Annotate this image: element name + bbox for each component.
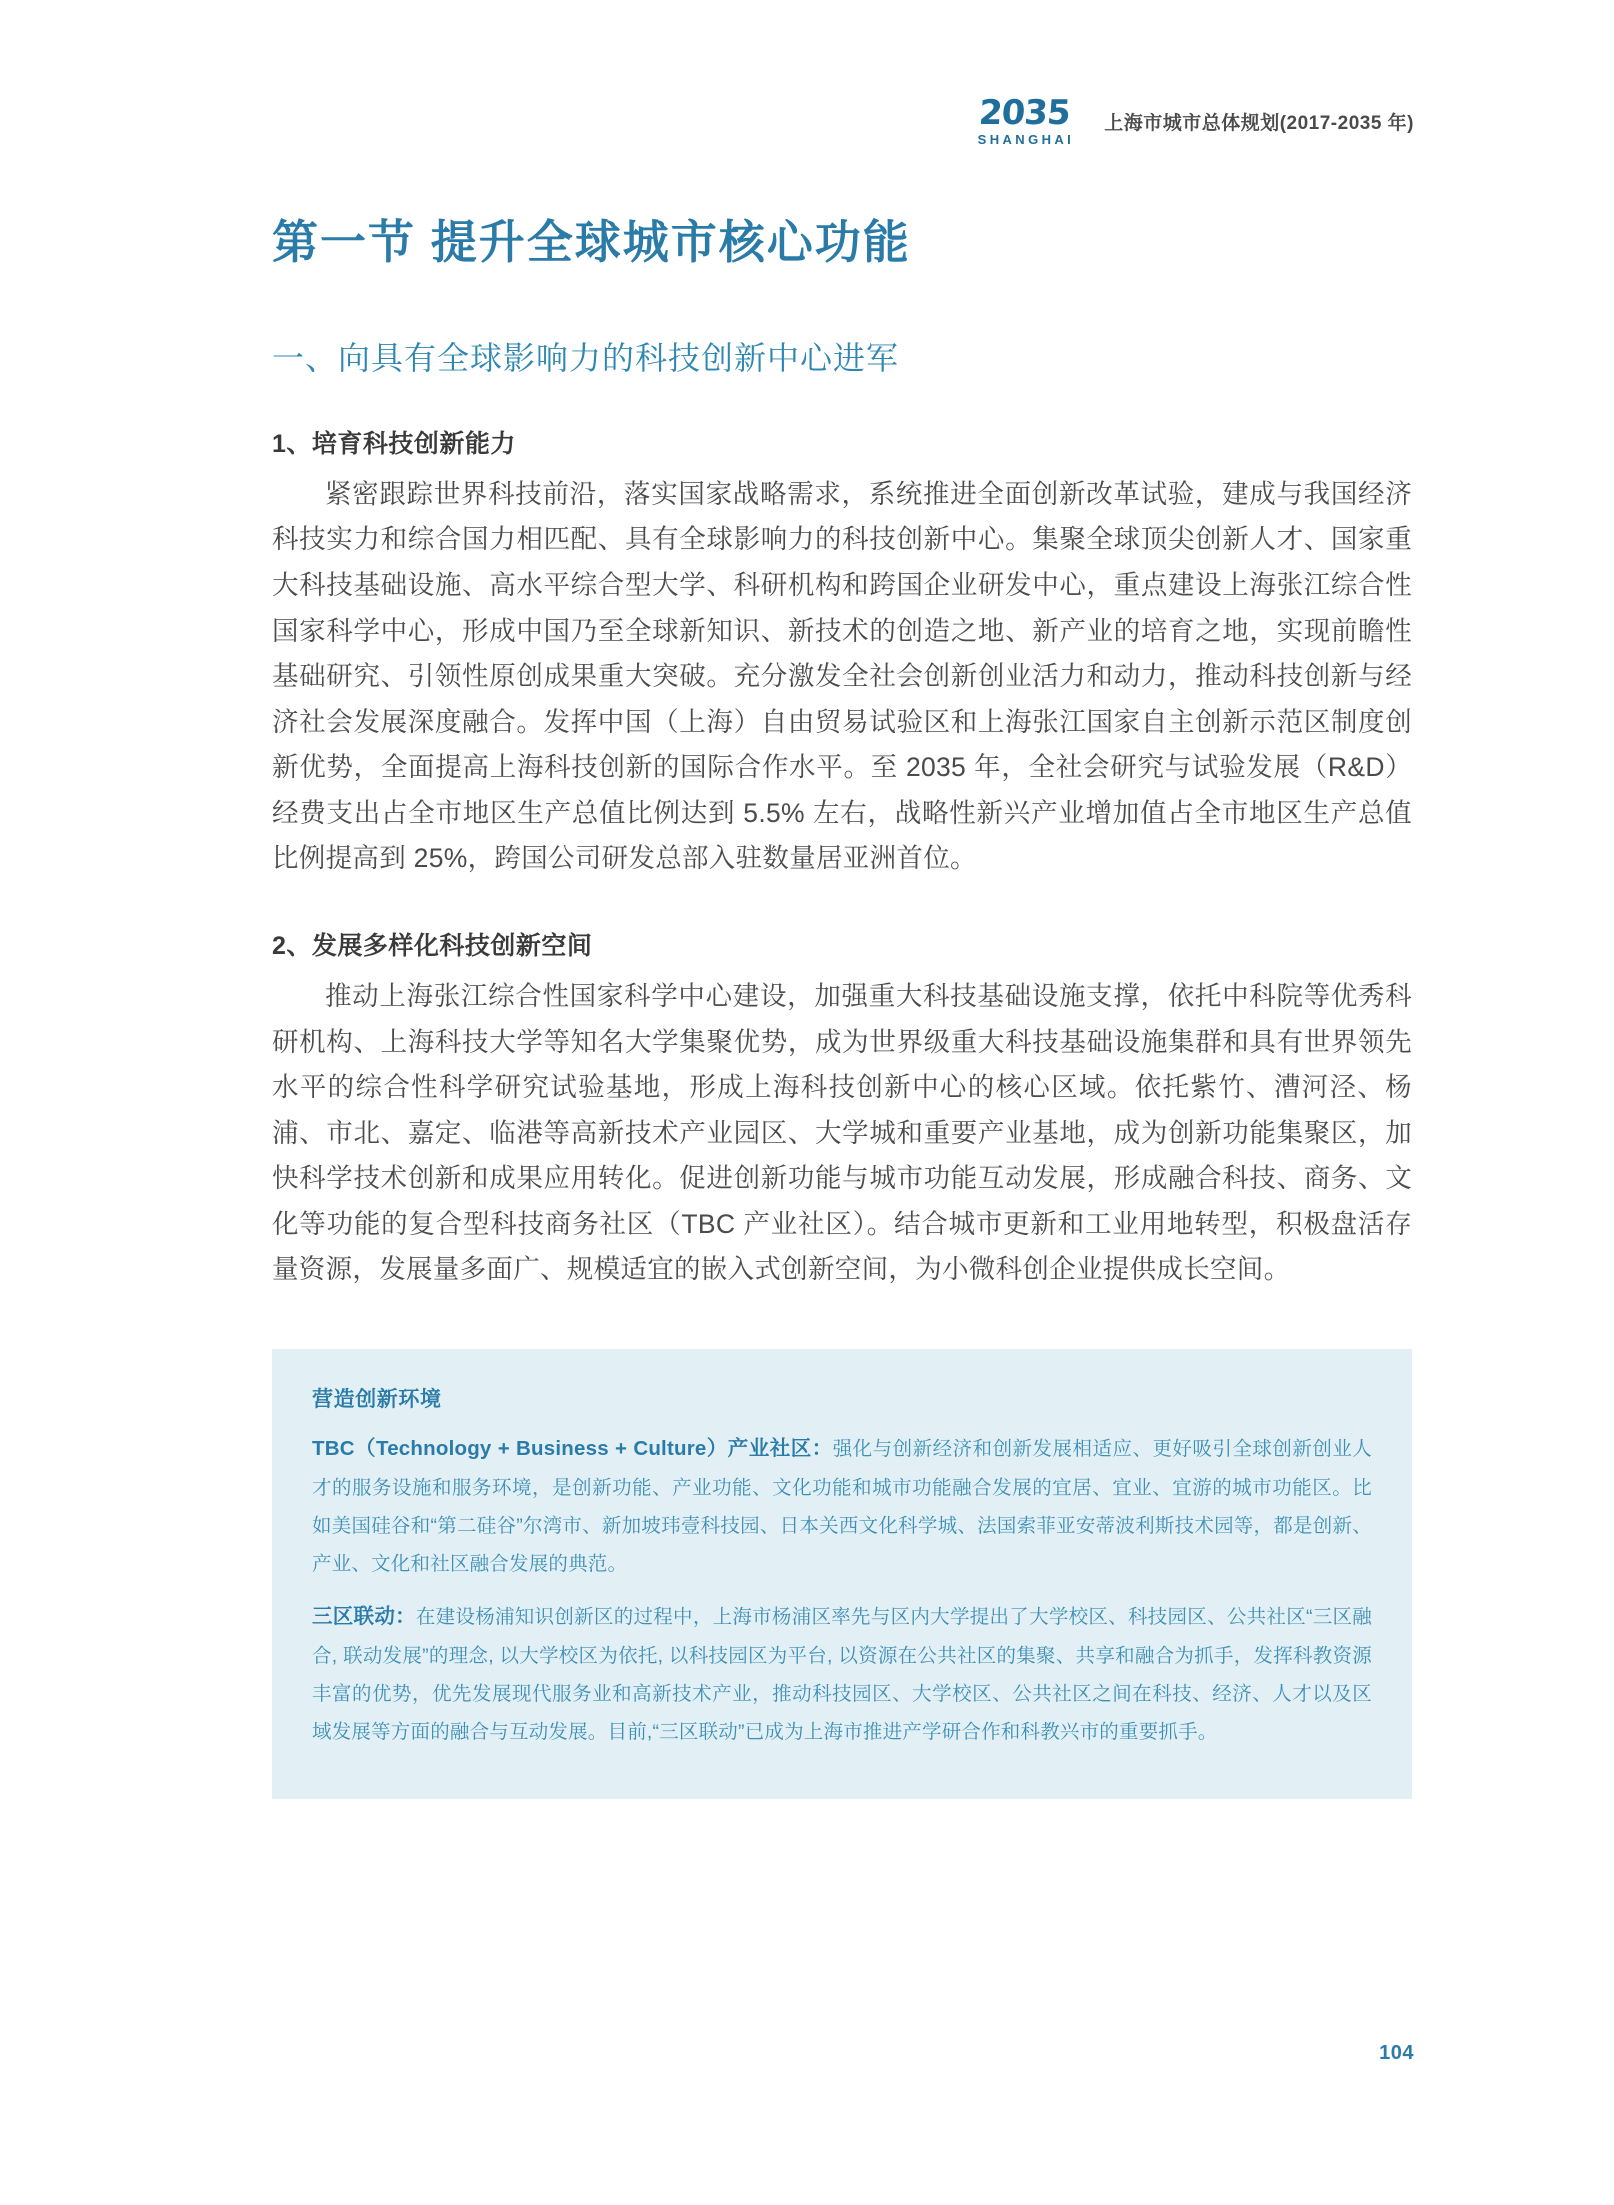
shanghai-2035-logo (975, 93, 1075, 147)
subsection-heading-2: 2、发展多样化科技创新空间 (272, 931, 593, 960)
callout-text-tbc: 强化与创新经济和创新发展相适应、更好吸引全球创新创业人才的服务设施和服务环境，是创新功能、产业功能、文化功能和城市功能融合发展的宜居、宜业、宜游的城市功能区。比如美国硅谷和“第二硅谷”尔湾市、新加坡玮壹科技园、日本关西文化科学城、法国索菲亚安蒂波利斯技术园等，都是创新、产业、文化和社区融合发展的典范。 (312, 1438, 1373, 1576)
callout-paragraph-tbc (312, 1429, 1372, 1583)
logo-year-text: 2035 (977, 93, 1072, 133)
page-content (272, 215, 1412, 1799)
page-title: 第一节 提升全球城市核心功能 (272, 216, 911, 268)
callout-text-sanqu: 在建设杨浦知识创新区的过程中，上海市杨浦区率先与区内大学提出了大学校区、科技园区、公共社区“三区融合, 联动发展”的理念, 以大学校区为依托, 以科技园区为平台, 以资源在公共社区的集聚、共享和融合为抓手，发挥科教资源丰富的优势，优先发展现代服务业和高新技术产业，推动科技园区、大学校区、公共社区之间在科技、经济、人才以及区域发展等方面的融合与互动发展。目前,“三区联动”已成为上海市推进产学研合作和科教兴市的重要抓手。 (312, 1606, 1373, 1744)
subsection-heading-1: 1、培育科技创新能力 (272, 429, 516, 458)
callout-lead-tbc: TBC（Technology + Business + Culture）产业社区： (312, 1437, 833, 1461)
logo-city-text: SHANGHAI (977, 132, 1075, 147)
subsection-body-1: 紧密跟踪世界科技前沿，落实国家战略需求，系统推进全面创新改革试验，建成与我国经济科技实力和综合国力相匹配、具有全球影响力的科技创新中心。集聚全球顶尖创新人才、国家重大科技基础设施、高水平综合型大学、科研机构和跨国企业研发中心，重点建设上海张江综合性国家科学中心，形成中国乃至全球新知识、新技术的创造之地、新产业的培育之地，实现前瞻性基础研究、引领性原创成果重大突破。充分激发全社会创新创业活力和动力，推动科技创新与经济社会发展深度融合。发挥中国（上海）自由贸易试验区和上海张江国家自主创新示范区制度创新优势，全面提高上海科技创新的国际合作水平。至 2035 年，全社会研究与试验发展（R&D）经费支出占全市地区生产总值比例达到 5.5% 左右，战略性新兴产业增加值占全市地区生产总值比例提高到 25%，跨国公司研发总部入驻数量居亚洲首位。 (272, 478, 1412, 874)
callout-title: 营造创新环境 (312, 1388, 442, 1412)
callout-paragraph-sanqu (312, 1597, 1372, 1751)
callout-lead-sanqu: 三区联动： (312, 1605, 416, 1629)
header-document-title: 上海市城市总体规划(2017-2035 年) (1104, 112, 1414, 134)
subsection-body-2: 推动上海张江综合性国家科学中心建设，加强重大科技基础设施支撑，依托中科院等优秀科研机构、上海科技大学等知名大学集聚优势，成为世界级重大科技基础设施集群和具有世界领先水平的综合性科学研究试验基地，形成上海科技创新中心的核心区域。依托紫竹、漕河泾、杨浦、市北、嘉定、临港等高新技术产业园区、大学城和重要产业基地，成为创新功能集聚区，加快科学技术创新和成果应用转化。促进创新功能与城市功能互动发展，形成融合科技、商务、文化等功能的复合型科技商务社区（TBC 产业社区）。结合城市更新和工业用地转型，积极盘活存量资源，发展量多面广、规模适宜的嵌入式创新空间，为小微科创企业提供成长空间。 (272, 980, 1412, 1285)
info-callout-box (272, 1349, 1412, 1799)
section-subtitle: 一、向具有全球影响力的科技创新中心进军 (272, 340, 900, 377)
page-number: 104 (1379, 2042, 1414, 2064)
page-header (975, 93, 1414, 147)
